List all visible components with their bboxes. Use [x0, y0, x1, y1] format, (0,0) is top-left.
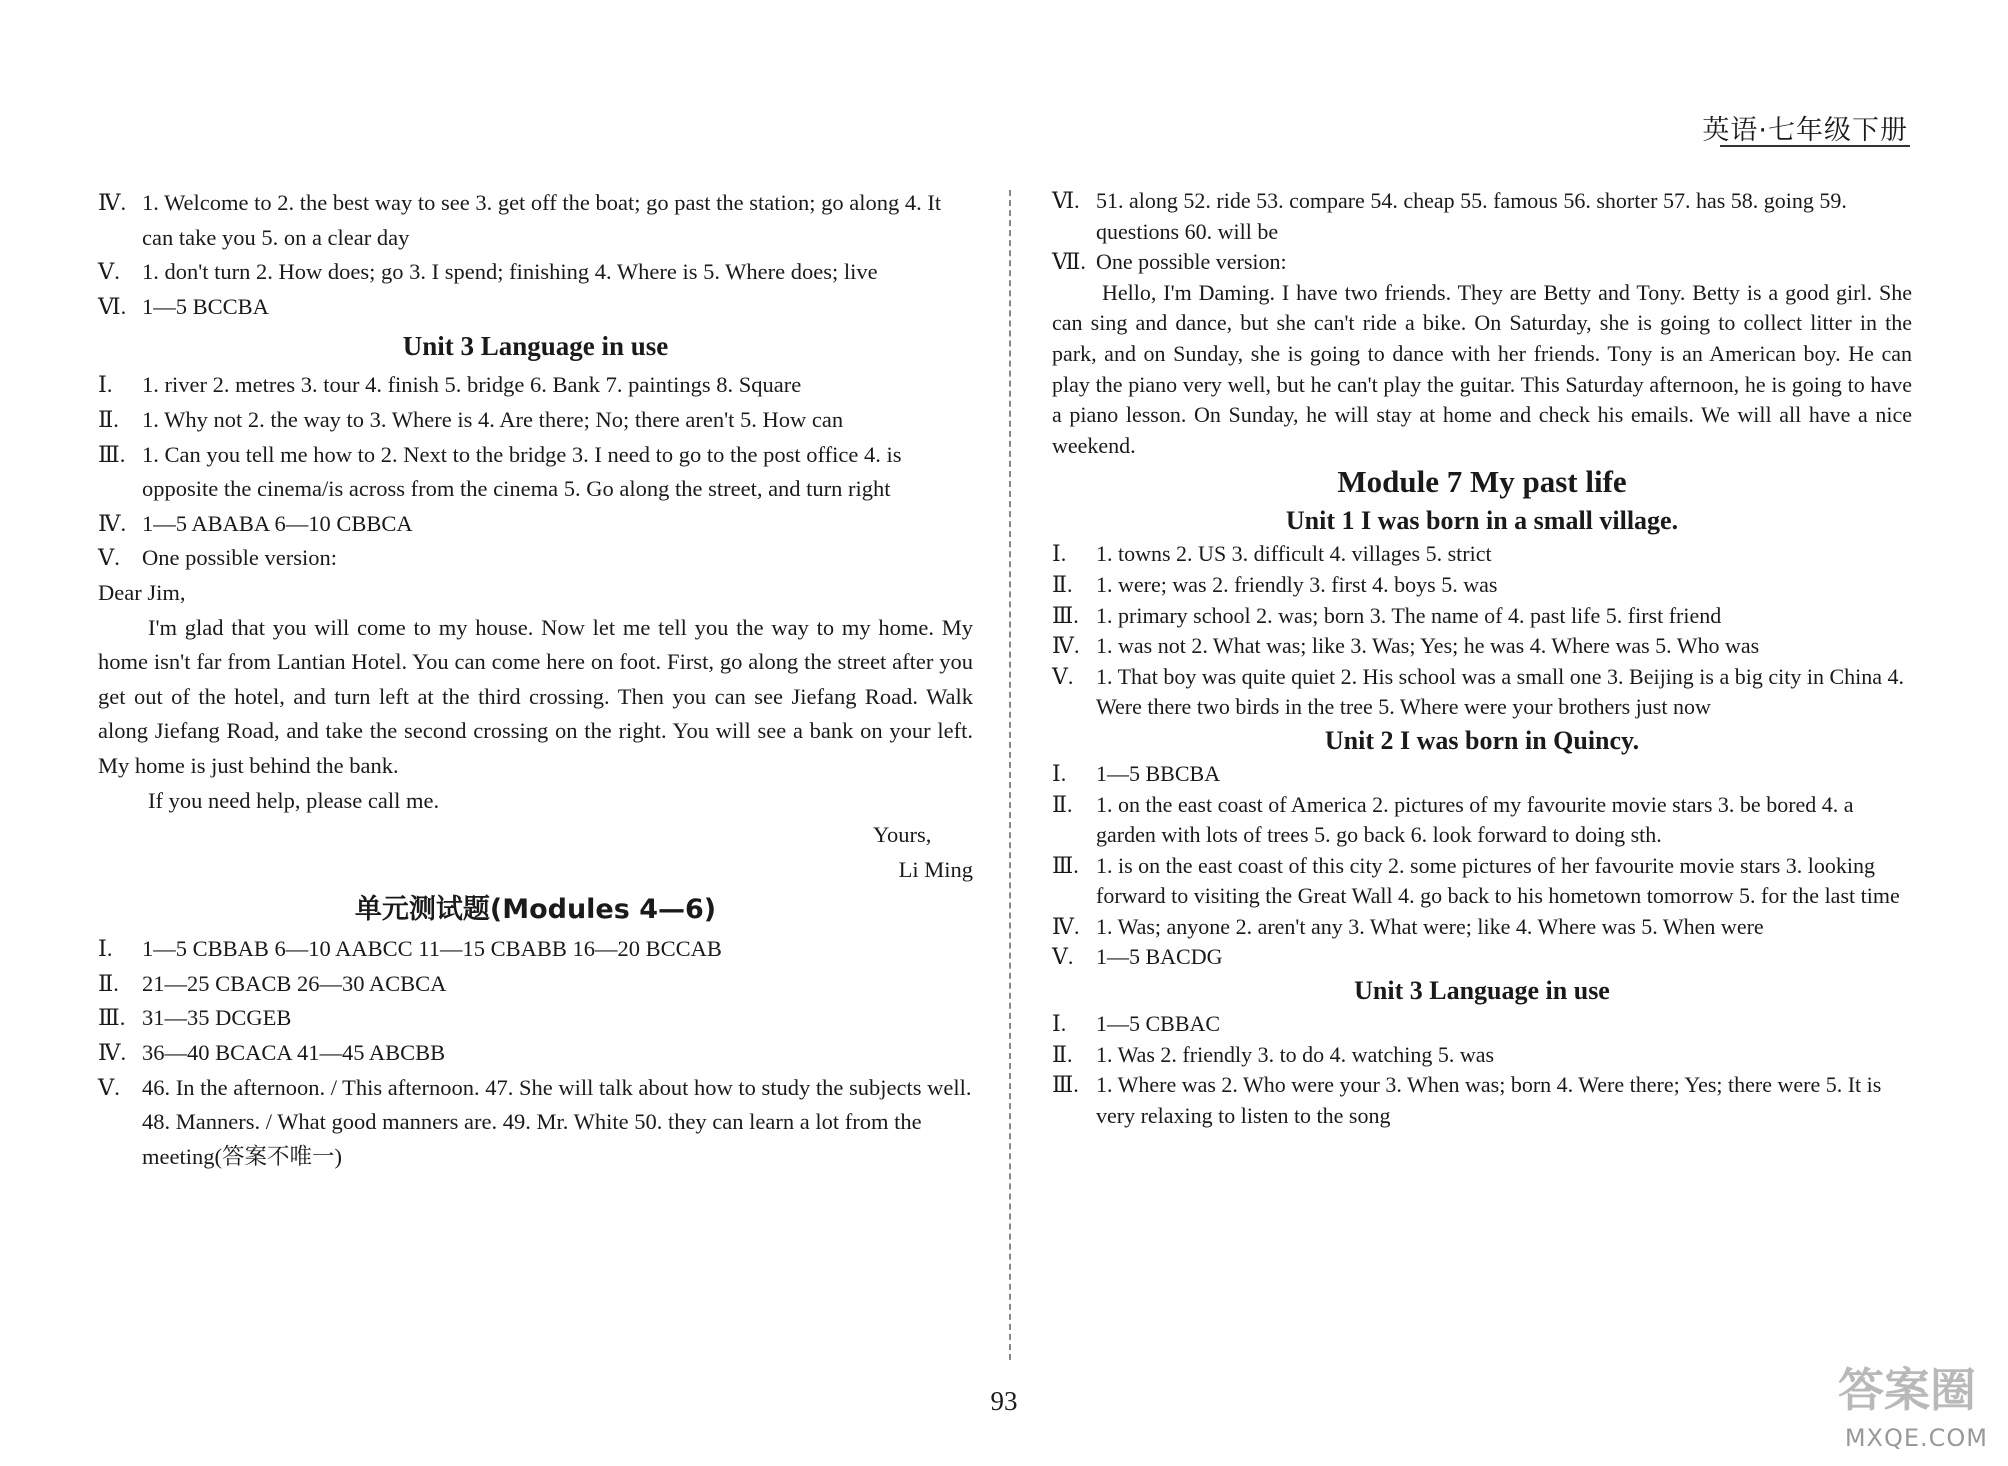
column-divider [1009, 190, 1011, 1360]
essay-paragraph: Hello, I'm Daming. I have two friends. They are Betty and Tony. Betty is a good girl. She can sing and dance, but she can't ride a bike. On Saturday, she is going to collect litter in the park, and on Sunday, she is going to dance with her friends. Tony is an American boy. He can play the piano very well, but he can't play the guitar. This Saturday afternoon, he is going to have a piano lesson. On Sunday, he will stay at home and check his emails. We will all have a nice weekend. [1052, 279, 1912, 458]
letter-sign-off: Yours, [873, 822, 932, 848]
answer-item [98, 438, 973, 507]
answer-text: 1. is on the east coast of this city 2. some pictures of her favourite movie stars 3. looking forward to visiting the Great Wall 4. go back to his hometown tomorrow 5. for the last time [1096, 852, 1900, 909]
letter-body: I'm glad that you will come to my house. Now let me tell you the way to my home. My home isn't far from Lantian Hotel. You can come here on foot. First, go along the street after you get out of the hotel, and turn left at the third crossing. Then you can see Jiefang Road. Walk along Jiefang Road, and take the second crossing on the right. You will see a bank on your left. My home is just behind the bank. [98, 614, 973, 778]
section-numeral: Ⅲ. [1052, 852, 1079, 878]
section-numeral: Ⅲ. [98, 441, 126, 467]
section-numeral: Ⅳ. [98, 1040, 127, 1066]
section-numeral: Ⅱ. [1052, 791, 1073, 817]
section-numeral: Ⅱ. [98, 970, 119, 996]
answer-text: 31—35 DCGEB [142, 1005, 292, 1031]
section-numeral: Ⅵ. [1052, 188, 1080, 213]
answer-item [98, 186, 973, 255]
header-rule [1720, 145, 1910, 147]
answer-item [98, 1071, 973, 1175]
section-numeral: Ⅱ. [1052, 1041, 1073, 1067]
answer-text: 1. primary school 2. was; born 3. The name of 4. past life 5. first friend [1096, 602, 1722, 628]
letter-greeting: Dear Jim, [98, 579, 186, 605]
answer-item [1052, 942, 1912, 973]
answer-item [1052, 247, 1912, 278]
section-numeral: Ⅱ. [1052, 571, 1073, 597]
answer-text: 1. don't turn 2. How does; go 3. I spend; finishing 4. Where is 5. Where does; live [142, 259, 878, 285]
right-column [1052, 186, 1912, 1131]
section-numeral: Ⅴ. [98, 545, 120, 571]
answer-text: 1. That boy was quite quiet 2. His school was a small one 3. Beijing is a big city in China 4. Were there two birds in the tree 5. Where were your brothers just now [1096, 663, 1904, 720]
answer-item [1052, 912, 1912, 943]
answer-item [1052, 851, 1912, 912]
answer-text: 1. Why not 2. the way to 3. Where is 4. Are there; No; there aren't 5. How can [142, 406, 844, 432]
answer-text: 51. along 52. ride 53. compare 54. cheap 55. famous 56. shorter 57. has 58. going 59. questions 60. will be [1096, 188, 1847, 244]
unit1-title: Unit 1 I was born in a small village. [1285, 506, 1679, 536]
answer-item [98, 1001, 973, 1036]
answer-text: 1. were; was 2. friendly 3. first 4. boys 5. was [1096, 571, 1498, 597]
answer-text: 21—25 CBACB 26—30 ACBCA [142, 970, 447, 996]
answer-item [1052, 539, 1912, 570]
section-numeral: Ⅲ. [1052, 1072, 1079, 1098]
answer-item [98, 507, 973, 542]
answer-text: 1—5 CBBAB 6—10 AABCC 11—15 CBABB 16—20 BCCAB [142, 936, 722, 962]
section-numeral: Ⅰ. [98, 372, 113, 398]
page-header-title: 英语·七年级下册 [1702, 115, 1908, 146]
left-column [98, 186, 973, 1174]
section-numeral: Ⅰ. [1052, 1011, 1067, 1037]
section-numeral: Ⅴ. [98, 1074, 120, 1100]
answer-item [1052, 662, 1912, 723]
section-numeral: Ⅲ. [98, 1005, 126, 1031]
answer-item [98, 1036, 973, 1071]
letter-signature: Li Ming [898, 856, 973, 882]
unit3-title-right: Unit 3 Language in use [1354, 976, 1610, 1006]
section-numeral: Ⅰ. [98, 936, 113, 962]
answer-text: 1. Can you tell me how to 2. Next to the bridge 3. I need to go to the post office 4. is opposite the cinema/is across from the cinema 5. Go along the street, and turn right [142, 441, 902, 502]
answer-text: One possible version: [142, 545, 337, 571]
answer-item [98, 932, 973, 967]
answer-text: 46. In the afternoon. / This afternoon. 47. She will talk about how to study the subjects well. 48. Manners. / What good manners are. 49. Mr. White 50. they can learn a lot from the meeting(答案不唯一) [142, 1074, 972, 1169]
answer-text: 36—40 BCACA 41—45 ABCBB [142, 1040, 446, 1066]
watermark-text: MXQE.COM [1844, 1424, 1988, 1452]
answer-text: 1. river 2. metres 3. tour 4. finish 5. bridge 6. Bank 7. paintings 8. Square [142, 372, 802, 398]
answer-text: 1—5 BBCBA [1096, 760, 1221, 786]
answer-item [1052, 790, 1912, 851]
answer-item [1052, 1009, 1912, 1040]
answer-text: 1. was not 2. What was; like 3. Was; Yes; he was 4. Where was 5. Who was [1096, 633, 1760, 659]
section-numeral: Ⅵ. [98, 293, 127, 319]
unit-test-title: 单元测试题(Modules 4—6) [354, 894, 717, 926]
answer-item [98, 368, 973, 403]
module-title: Module 7 My past life [1337, 464, 1627, 500]
section-numeral: Ⅳ. [1052, 913, 1080, 939]
answer-text: One possible version: [1096, 249, 1287, 275]
watermark-logo: 答案圈 [1838, 1363, 1976, 1417]
answer-text: 1. on the east coast of America 2. pictures of my favourite movie stars 3. be bored 4. a garden with lots of trees 5. go back 6. look forward to doing sth. [1096, 791, 1854, 848]
unit3-title: Unit 3 Language in use [402, 331, 669, 362]
answer-item [1052, 570, 1912, 601]
answer-text: 1. Was; anyone 2. aren't any 3. What were; like 4. Where was 5. When were [1096, 913, 1764, 939]
answer-text: 1—5 BCCBA [142, 293, 269, 319]
answer-text: 1. Was 2. friendly 3. to do 4. watching 5. was [1096, 1041, 1495, 1067]
answer-text: 1—5 CBBAC [1096, 1011, 1221, 1037]
answer-text: 1. Welcome to 2. the best way to see 3. get off the boat; go past the station; go along 4. It can take you 5. on a clear day [142, 190, 942, 250]
answer-text: 1. towns 2. US 3. difficult 4. villages 5. strict [1096, 541, 1492, 567]
section-numeral: Ⅱ. [98, 406, 119, 432]
answer-item [1052, 186, 1912, 247]
answer-item [98, 403, 973, 438]
section-numeral: Ⅰ. [1052, 760, 1067, 786]
section-numeral: Ⅳ. [98, 190, 127, 215]
answer-item [98, 967, 973, 1002]
section-numeral: Ⅳ. [98, 510, 127, 536]
answer-item [98, 290, 973, 325]
answer-text: 1—5 BACDG [1096, 944, 1223, 970]
section-numeral: Ⅲ. [1052, 602, 1079, 628]
answer-item [1052, 1040, 1912, 1071]
answer-text: 1. Where was 2. Who were your 3. When was; born 4. Were there; Yes; there were 5. It is very relaxing to listen to the song [1096, 1072, 1882, 1128]
letter-closing-line: If you need help, please call me. [148, 787, 440, 813]
unit2-title: Unit 2 I was born in Quincy. [1324, 725, 1640, 755]
section-numeral: Ⅶ. [1052, 249, 1086, 275]
section-numeral: Ⅰ. [1052, 541, 1067, 567]
page-number: 93 [990, 1386, 1018, 1416]
answer-item [1052, 759, 1912, 790]
answer-item [1052, 631, 1912, 662]
section-numeral: Ⅴ. [98, 259, 120, 285]
answer-text: 1—5 ABABA 6—10 CBBCA [142, 510, 413, 536]
section-numeral: Ⅳ. [1052, 633, 1080, 659]
section-numeral: Ⅴ. [1052, 663, 1074, 689]
answer-item [1052, 1070, 1912, 1131]
answer-item [98, 541, 973, 576]
answer-item [98, 255, 973, 290]
section-numeral: Ⅴ. [1052, 944, 1074, 970]
watermark [1806, 1350, 1996, 1460]
answer-item [1052, 601, 1912, 632]
